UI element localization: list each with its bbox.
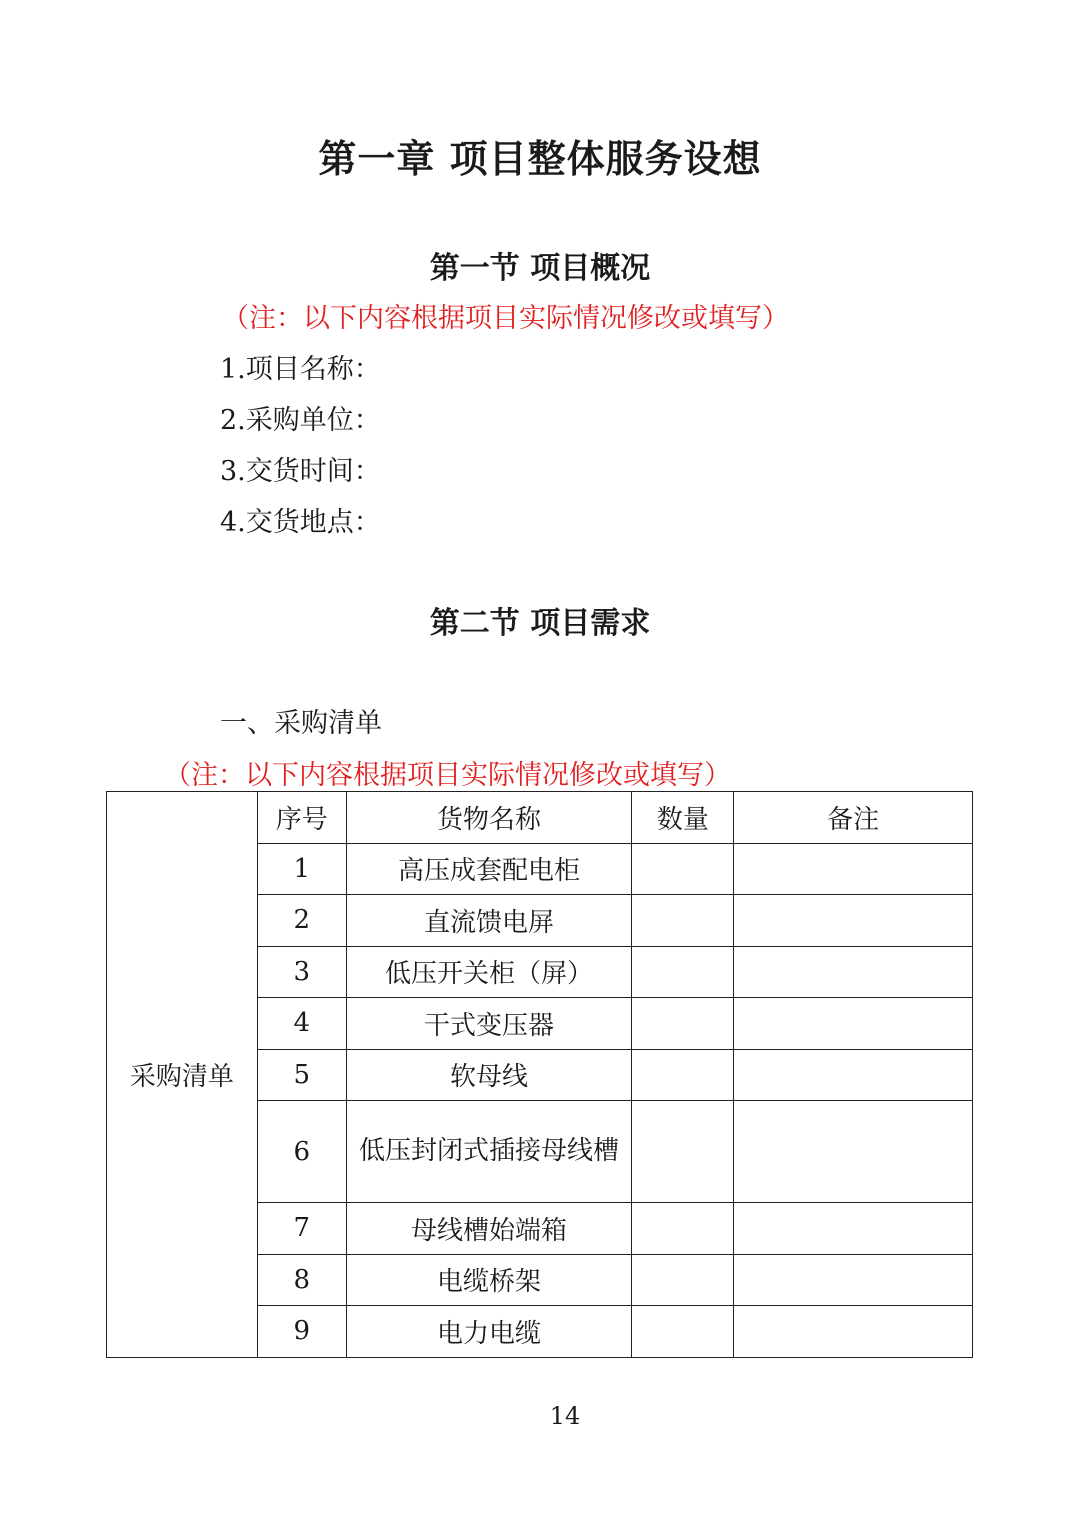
delivery-time-field: 3.交货时间： xyxy=(220,456,381,487)
row-index: 4 xyxy=(257,998,346,1050)
section-title-requirements: 第二节 项目需求 xyxy=(429,606,651,641)
page-number: 14 xyxy=(549,1402,581,1430)
row-name: 软母线 xyxy=(346,1049,632,1101)
row-index: 9 xyxy=(257,1306,346,1358)
row-remark xyxy=(734,895,973,947)
row-name: 高压成套配电柜 xyxy=(346,843,632,895)
row-index: 6 xyxy=(257,1101,346,1203)
chapter-title: 第一章 项目整体服务设想 xyxy=(318,137,762,181)
row-index: 3 xyxy=(257,946,346,998)
row-remark xyxy=(734,946,973,998)
row-remark xyxy=(734,1203,973,1255)
delivery-location-field: 4.交货地点： xyxy=(220,507,381,538)
row-remark xyxy=(734,1101,973,1203)
row-remark xyxy=(734,1306,973,1358)
row-remark xyxy=(734,843,973,895)
row-name: 母线槽始端箱 xyxy=(346,1203,632,1255)
row-qty xyxy=(632,895,734,947)
row-qty xyxy=(632,1203,734,1255)
header-name: 货物名称 xyxy=(346,792,632,844)
note-overview: （注：以下内容根据项目实际情况修改或填写） xyxy=(222,303,789,334)
row-index: 8 xyxy=(257,1254,346,1306)
row-name: 干式变压器 xyxy=(346,998,632,1050)
header-remark: 备注 xyxy=(734,792,973,844)
row-name: 电力电缆 xyxy=(346,1306,632,1358)
row-name: 低压开关柜（屏） xyxy=(346,946,632,998)
row-name: 直流馈电屏 xyxy=(346,895,632,947)
row-qty xyxy=(632,946,734,998)
row-index: 5 xyxy=(257,1049,346,1101)
note-requirements: （注：以下内容根据项目实际情况修改或填写） xyxy=(164,760,731,791)
row-remark xyxy=(734,1049,973,1101)
procurement-table xyxy=(106,791,973,1358)
row-qty xyxy=(632,1049,734,1101)
row-qty xyxy=(632,998,734,1050)
header-index: 序号 xyxy=(257,792,346,844)
side-label-cell: 采购清单 xyxy=(107,792,258,1358)
header-qty: 数量 xyxy=(632,792,734,844)
subheading-procurement-list: 一、采购清单 xyxy=(220,708,382,739)
row-index: 2 xyxy=(257,895,346,947)
row-name: 低压封闭式插接母线槽 xyxy=(346,1101,632,1203)
row-remark xyxy=(734,1254,973,1306)
project-name-field: 1.项目名称： xyxy=(220,354,381,385)
row-index: 7 xyxy=(257,1203,346,1255)
row-qty xyxy=(632,1254,734,1306)
purchaser-field: 2.采购单位： xyxy=(220,405,381,436)
row-qty xyxy=(632,843,734,895)
row-qty xyxy=(632,1101,734,1203)
row-name: 电缆桥架 xyxy=(346,1254,632,1306)
section-title-overview: 第一节 项目概况 xyxy=(429,251,651,286)
table-header-row xyxy=(107,792,973,844)
row-remark xyxy=(734,998,973,1050)
row-qty xyxy=(632,1306,734,1358)
row-index: 1 xyxy=(257,843,346,895)
